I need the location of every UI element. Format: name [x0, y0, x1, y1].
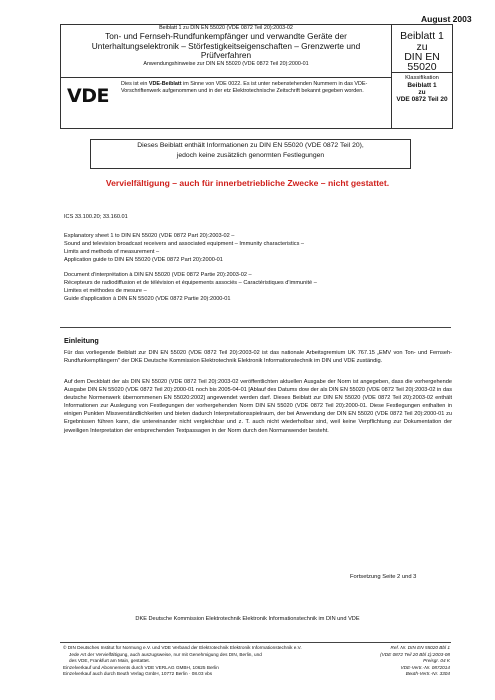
english-line: Sound and television broadcast receivers and associated equipment – Immunity characteristics –: [64, 241, 305, 248]
english-line: Explanatory sheet 1 to DIN EN 55020 (VDE 0872 Part 20):2003-02 –: [64, 233, 235, 239]
klassifikation-line2: zu: [418, 89, 426, 96]
english-line: Limits and methods of measurement –: [64, 249, 160, 256]
einleitung-paragraph-2: Auf dem Deckblatt der als DIN EN 55020 (VDE 0872 Teil 20):2003-02 veröffentlichten aktuellen Ausgabe der Norm ist angegeben, dass die vorhergehende Ausgabe DIN EN 55020 (VDE 0872 Teil 20):2000-01 noch bis 2005-04-01 [Ablauf des Datums dow der als DIN EN 55020 (VDE 0872 Teil 20):2003-02 in das deutsche Normenwerk übernommenen EN 55020:2002] angewendet werden darf. Dieses Beiblatt zur DIN EN 55020 (VDE 0872 Teil 20):2003-02 enthält Informationen zur Auslegung von Festlegungen der vorhergehenden Norm DIN EN 55020 (VDE 0872 Teil 20):2000-01. Diese Festlegungen enthalten in einigen Punkten Missverständlichkeiten und bieten dadurch Interpretationsspielraum, der bei Anwendung der DIN EN 55020 (VDE 0872 Teil 20):2000-01 zu Ergebnissen führen kann, die untereinander nicht vergleichbar und z. T. auch nicht wiederholbar sind, weil keine Verpflichtung zur Dokumentation der jeweiligen Interpretation der entsprechenden Textpassagen in der Norm durch den Normanwender besteht.: [64, 379, 452, 434]
einleitung-paragraph-1: Für das vorliegende Beiblatt zur DIN EN 55020 (VDE 0872 Teil 20):2003-02 ist das nationale Arbeitsgremium UK 767.15 „EMV von Ton- und Fernseh-Rundfunkempfängern" der DKE Deutsche Kommission Elektrotechnik Elektronik Informationstechnik im DIN und VDE zuständig.: [64, 350, 452, 365]
french-line: Limites et méthodes de mesure –: [64, 288, 147, 295]
french-line: Récepteurs de radiodiffusion et de télévision et équipements associés – Caractéristiques d'immunité –: [64, 280, 317, 287]
footer-left-line: Jede Art der Vervielfältigung, auch auszugsweise, nur mit Genehmigung des DIN, Berlin, und: [69, 651, 262, 657]
footer-right-line: Ref. Nr. DIN EN 55020 Bbl 1: [390, 645, 450, 650]
info-box: [90, 139, 411, 169]
french-title: [64, 271, 444, 303]
footer-copyright: [63, 645, 363, 678]
klassifikation-line1: Beiblatt 1: [407, 82, 437, 89]
english-title: [64, 232, 444, 264]
document-subtitle: Anwendungshinweise zur DIN EN 55020 (VDE 0872 Teil 20):2000-01: [143, 60, 309, 67]
beiblatt-block: [392, 25, 452, 72]
top-line: Beiblatt 1 zu DIN EN 55020 (VDE 0872 Teil 20):2003-02: [159, 25, 293, 31]
klassifikation-block: [392, 74, 452, 103]
info-line2: jedoch keine zusätzlich genormten Festlegungen: [176, 152, 325, 159]
vde-note: Dies ist ein VDE-Beiblatt im Sinne von VDE 0022. Es ist unter nebenstehenden Nummern in das VDE-Vorschriftenwerk aufgenommen und in der etz Elektrotechnische Zeitschrift bekannt gegeben worden.: [121, 81, 368, 95]
copy-warning: Vervielfältigung – auch für innerbetriebliche Zwecke – nicht gestattet.: [105, 178, 390, 188]
vde-logo: VDE: [67, 85, 109, 107]
beiblatt-line2: zu: [416, 40, 428, 53]
french-line: Guide d'application à DIN EN 55020 (VDE 0872 Partie 20):2000-01: [64, 296, 231, 303]
info-line1: Dieses Beiblatt enthält Informationen zu DIN EN 55020 (VDE 0872 Teil 20),: [137, 142, 364, 149]
footer-left-line: des VDE, Frankfurt am Main, gestattet.: [69, 658, 151, 663]
klassifikation-label: Klassifikation: [405, 75, 439, 81]
english-line: Application guide to DIN EN 55020 (VDE 0872 Part 20):2000-01: [64, 257, 223, 264]
footer-right-line: Beuth-Vertr.-Nr. 3304: [405, 671, 450, 676]
footer-left-line: Einzelverkauf auch durch Beuth Verlag GmbH, 10772 Berlin · 08.03 vbs: [63, 671, 213, 676]
document-title: Ton- und Fernseh-Rundfunkempfänger und verwandte Geräte der Unterhaltungselektronik – Störfestigkeitseigenschaften – Grenzwerte und Prüfverfahren: [91, 31, 361, 61]
continuation-note: Fortsetzung Seite 2 und 3: [350, 574, 417, 580]
footer-divider: [60, 642, 451, 643]
footer-right-line: VDE-Vertr.-Nr. 0872014: [400, 664, 450, 670]
footer-left-line: © DIN Deutsches Institut für Normung e.V. und VDE Verband der Elektrotechnik Elektronik Informationstechnik e.V.: [63, 645, 302, 650]
french-line: Document d'interprétation à DIN EN 55020 (VDE 0872 Partie 20):2003-02 –: [64, 272, 252, 278]
footer-right-line: Preisgr. 04 K: [423, 658, 450, 663]
header-table: [60, 24, 453, 129]
dke-line: DKE Deutsche Kommission Elektrotechnik Elektronik Informationstechnik im DIN und VDE: [135, 616, 360, 622]
ics-code: ICS 33.100.20; 33.160.01: [64, 214, 128, 220]
einleitung-heading: Einleitung: [64, 336, 99, 345]
footer-reference: [368, 645, 450, 678]
klassifikation-line3: VDE 0872 Teil 20: [396, 96, 448, 103]
section-divider: [60, 327, 451, 328]
beiblatt-line1: Beiblatt 1: [400, 30, 444, 42]
title-block: [61, 25, 391, 77]
footer-left-line: Einzelverkauf und Abonnements durch VDE VERLAG GMBH, 10625 Berlin: [63, 664, 219, 670]
publication-date: August 2003: [421, 14, 472, 24]
footer-right-line: (VDE 0872 Teil 20 Bbl 1):2003-08: [380, 651, 450, 657]
beiblatt-line3: DIN EN 55020: [404, 50, 440, 73]
